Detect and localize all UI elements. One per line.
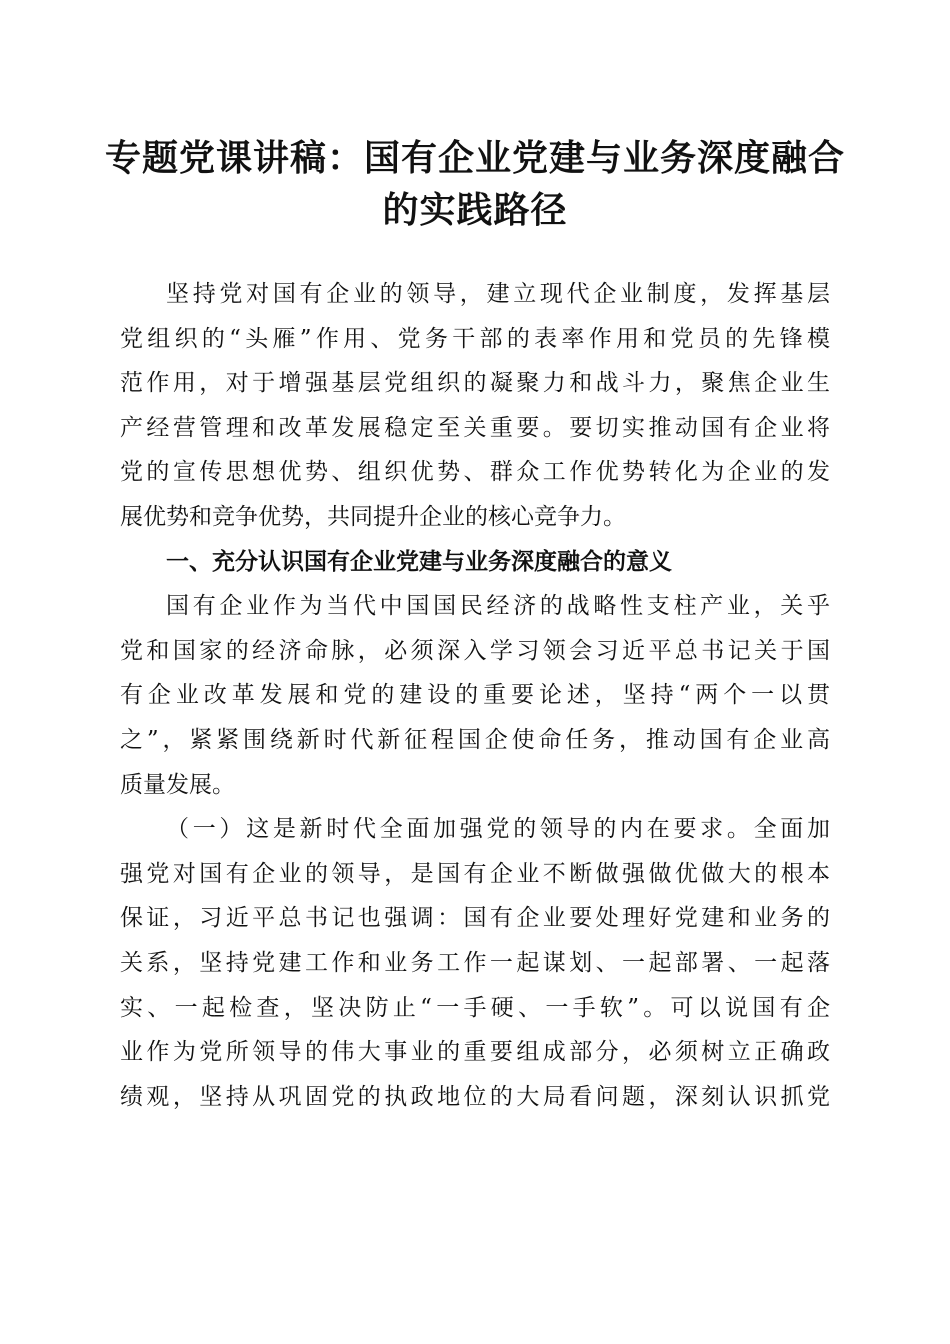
- paragraph-significance: [120, 584, 830, 807]
- title-line-2: 的实践路径: [382, 189, 568, 231]
- text-line: 展优势和竞争优势，共同提升企业的核心竞争力。: [120, 503, 626, 530]
- text-line: 业作为党所领导的伟大事业的重要组成部分，必须树立正确政: [120, 1039, 830, 1066]
- text-line: 党和国家的经济命脉，必须深入学习领会习近平总书记关于国: [120, 637, 830, 664]
- text-line: 坚持党对国有企业的领导，建立现代企业制度，发挥基层: [166, 281, 830, 307]
- text-line: 党的宣传思想优势、组织优势、群众工作优势转化为企业的发: [120, 459, 830, 486]
- paragraph-subsection-1: [120, 807, 830, 1119]
- text-line: 党组织的“头雁”作用、党务干部的表率作用和党员的先锋模: [120, 325, 830, 352]
- text-line: 保证，习近平总书记也强调：国有企业要处理好党建和业务的: [120, 905, 830, 932]
- document-body: [120, 272, 830, 1119]
- text-line: 实、一起检查，坚决防止“一手硬、一手软”。可以说国有企: [120, 994, 830, 1021]
- document-title: [100, 132, 850, 236]
- paragraph-intro: [120, 272, 830, 540]
- text-line: 强党对国有企业的领导，是国有企业不断做强做优做大的根本: [120, 860, 830, 887]
- text-line: 国有企业作为当代中国国民经济的战略性支柱产业，关乎: [166, 593, 830, 620]
- title-line-1: 专题党课讲稿：国有企业党建与业务深度融合: [104, 137, 845, 179]
- section-heading-1: 一、充分认识国有企业党建与业务深度融合的意义: [166, 547, 672, 575]
- text-line: 关系，坚持党建工作和业务工作一起谋划、一起部署、一起落: [120, 949, 830, 976]
- text-line: 产经营管理和改革发展稳定至关重要。要切实推动国有企业将: [120, 414, 830, 441]
- text-line: 范作用，对于增强基层党组织的凝聚力和战斗力，聚焦企业生: [120, 370, 830, 397]
- text-line: 质量发展。: [120, 771, 235, 798]
- text-line: 有企业改革发展和党的建设的重要论述，坚持“两个一以贯: [120, 682, 830, 709]
- text-line: 之”，紧紧围绕新时代新征程国企使命任务，推动国有企业高: [120, 726, 830, 753]
- text-line: （一）这是新时代全面加强党的领导的内在要求。全面加: [166, 816, 830, 843]
- text-line: 绩观，坚持从巩固党的执政地位的大局看问题，深刻认识抓党: [120, 1083, 830, 1110]
